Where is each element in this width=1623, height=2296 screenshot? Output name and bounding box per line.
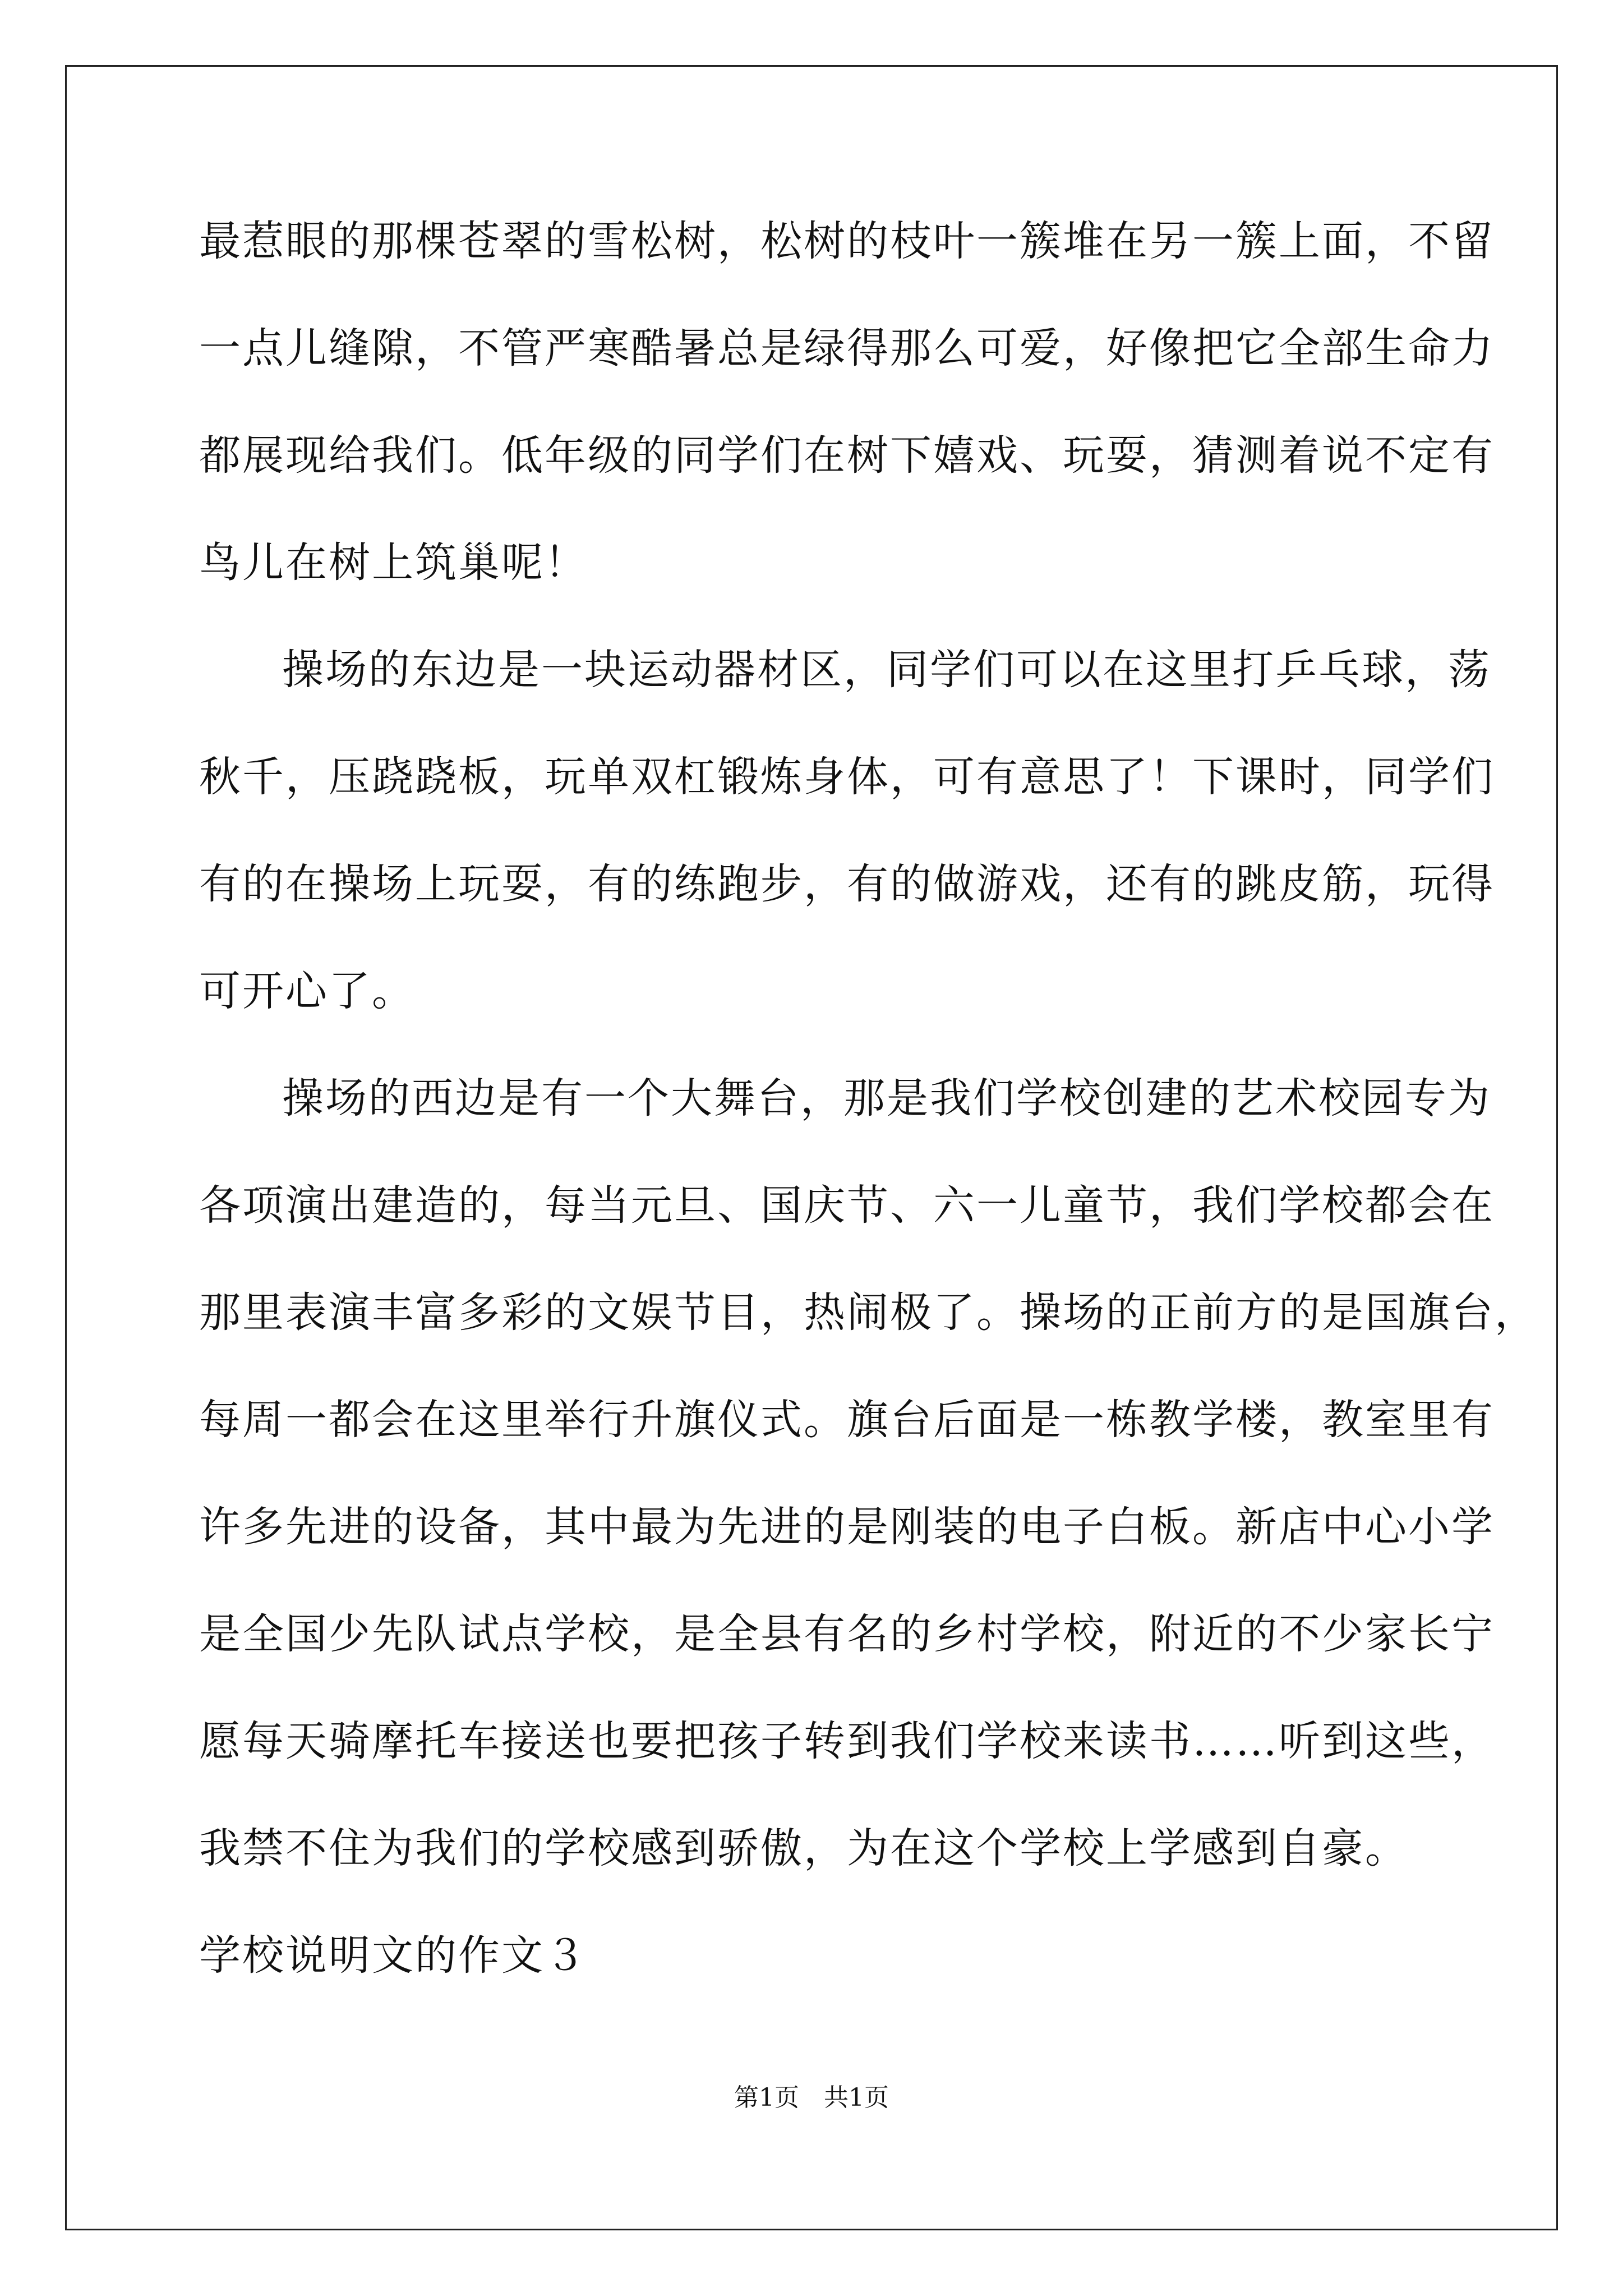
text-line: 操场的西边是有一个大舞台，那是我们学校创建的艺术校园专为 — [282, 1074, 1491, 1122]
text-line: 我禁不住为我们的学校感到骄傲，为在这个学校上学感到自豪。 — [199, 1824, 1408, 1872]
text-line: 愿每天骑摩托车接送也要把孩子转到我们学校来读书……听到这些， — [199, 1717, 1495, 1765]
text-line: 各项演出建造的，每当元旦、国庆节、六一儿童节，我们学校都会在 — [199, 1181, 1495, 1230]
text-line: 许多先进的设备，其中最为先进的是刚装的电子白板。新店中心小学 — [199, 1503, 1495, 1551]
total-pages: 共1页 — [824, 2083, 889, 2112]
text-line: 可开心了。 — [199, 967, 415, 1015]
text-line: 最惹眼的那棵苍翠的雪松树，松树的枝叶一簇堆在另一簇上面，不留 — [199, 217, 1495, 265]
text-line: 一点儿缝隙，不管严寒酷暑总是绿得那么可爱，好像把它全部生命力 — [199, 324, 1495, 372]
page-footer — [0, 2081, 1623, 2115]
text-line: 有的在操场上玩耍，有的练跑步，有的做游戏，还有的跳皮筋，玩得 — [199, 860, 1495, 908]
document-body — [199, 213, 1538, 2035]
text-line: 学校说明文的作文３ — [199, 1931, 588, 1980]
text-line: 操场的东边是一块运动器材区，同学们可以在这里打乒乓球，荡 — [282, 646, 1491, 694]
text-line: 每周一都会在这里举行升旗仪式。旗台后面是一栋教学楼，教室里有 — [199, 1396, 1495, 1444]
page-number: 第1页 — [734, 2083, 799, 2112]
text-line: 是全国少先队试点学校，是全县有名的乡村学校，附近的不少家长宁 — [199, 1610, 1495, 1658]
text-line: 那里表演丰富多彩的文娱节目，热闹极了。操场的正前方的是国旗台， — [199, 1289, 1538, 1337]
text-line: 鸟儿在树上筑巢呢！ — [199, 539, 588, 587]
text-line: 秋千，压跷跷板，玩单双杠锻炼身体，可有意思了！下课时，同学们 — [199, 753, 1495, 801]
text-line: 都展现给我们。低年级的同学们在树下嬉戏、玩耍，猜测着说不定有 — [199, 431, 1495, 480]
